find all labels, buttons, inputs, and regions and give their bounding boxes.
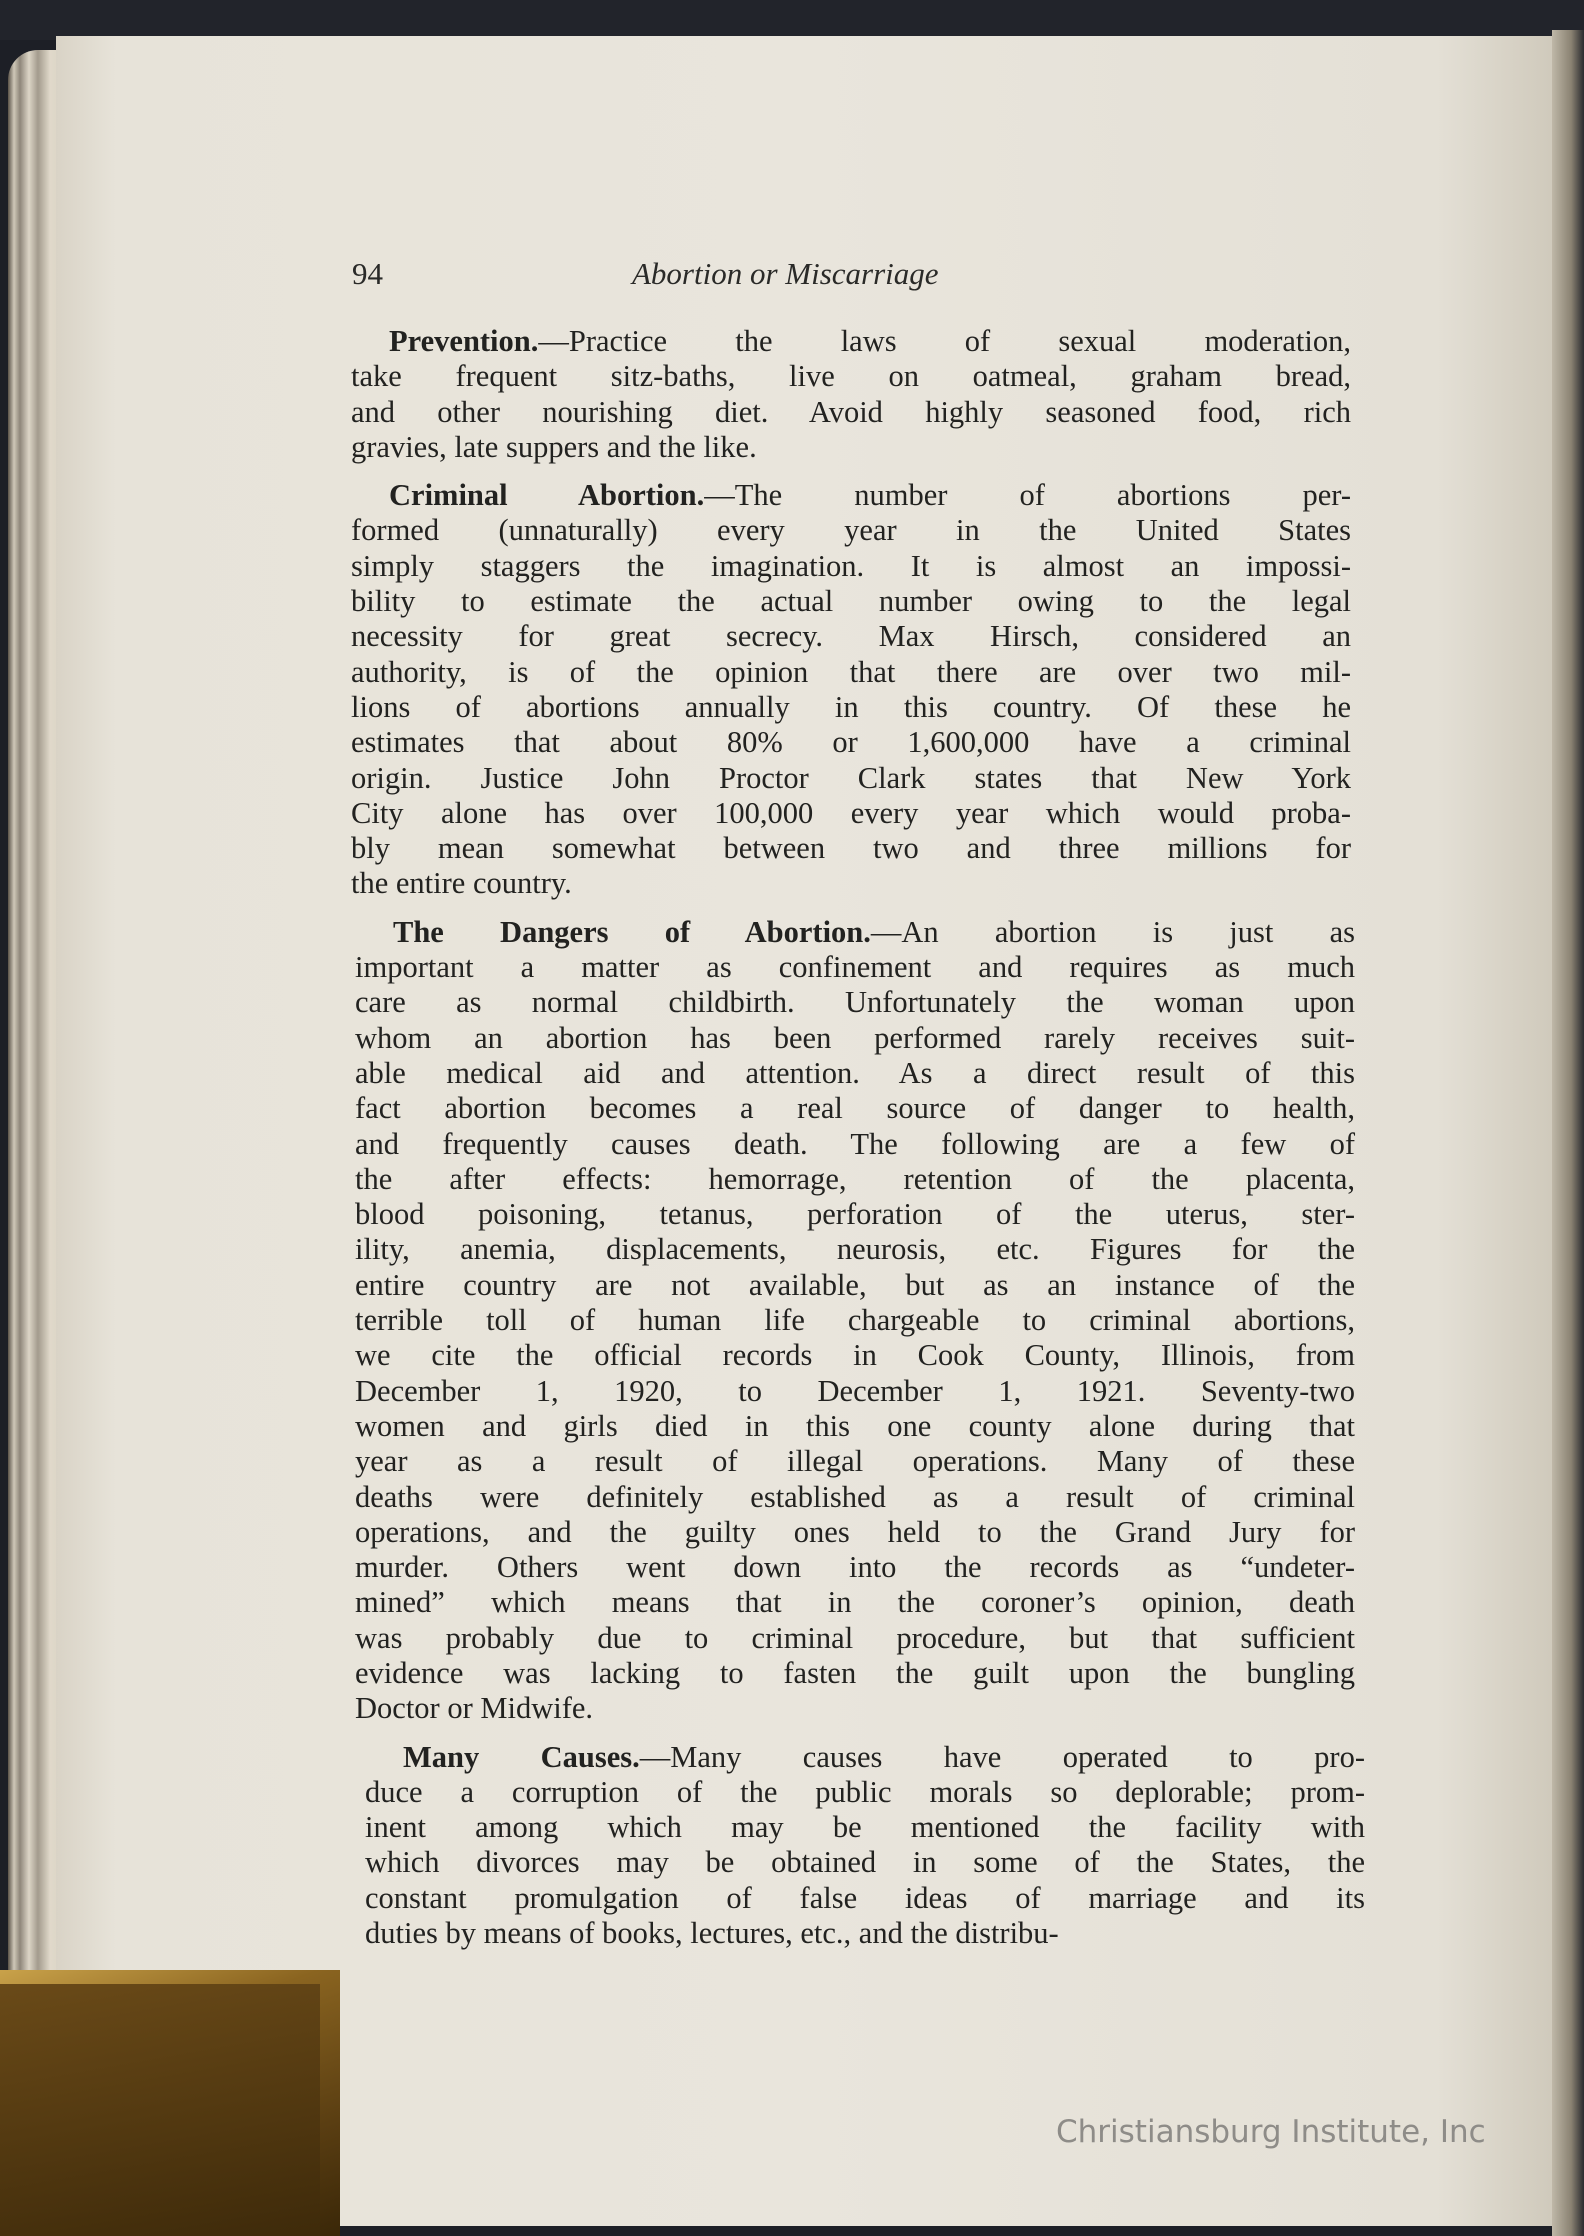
line-text: formed (unnaturally) every year in the United States xyxy=(351,513,1351,548)
text-line xyxy=(351,549,1351,584)
text-line xyxy=(351,430,1351,465)
text-line xyxy=(351,796,1351,831)
line-text: December 1, 1920, to December 1, 1921. Seventy-two xyxy=(355,1373,1355,1408)
line-text: able medical aid and attention. As a direct result of this xyxy=(355,1055,1355,1090)
line-text: bly mean somewhat between two and three millions for xyxy=(351,831,1351,866)
paragraph-heading: Prevention. xyxy=(389,324,539,358)
line-text: year as a result of illegal operations. Many of these xyxy=(355,1444,1355,1479)
text-line xyxy=(355,1374,1355,1409)
text-line xyxy=(355,1515,1355,1550)
text-line xyxy=(355,1444,1355,1479)
line-text: blood poisoning, tetanus, perforation of the uterus, ster- xyxy=(355,1197,1355,1232)
line-text: important a matter as confinement and requires as much xyxy=(355,950,1355,985)
text-line xyxy=(355,915,1355,950)
page-header xyxy=(352,256,1352,296)
line-text: deaths were definitely established as a result of criminal xyxy=(355,1479,1355,1514)
line-text: women and girls died in this one county alone during that xyxy=(355,1408,1355,1443)
text-line xyxy=(351,690,1351,725)
line-text: constant promulgation of false ideas of marriage and its xyxy=(365,1880,1365,1915)
text-line xyxy=(355,1127,1355,1162)
paragraph xyxy=(351,324,1351,465)
text-line xyxy=(355,1621,1355,1656)
text-line xyxy=(365,1881,1365,1916)
text-line xyxy=(355,1162,1355,1197)
line-text: lions of abortions annually in this country. Of these he xyxy=(351,689,1351,724)
text-line xyxy=(351,831,1351,866)
line-text: the after effects: hemorrage, retention of the placenta, xyxy=(355,1161,1355,1196)
text-line xyxy=(355,1409,1355,1444)
page-number: 94 xyxy=(352,256,383,291)
paragraph xyxy=(365,1740,1365,1952)
text-line xyxy=(355,1656,1355,1691)
text-line xyxy=(355,1303,1355,1338)
text-line xyxy=(355,1550,1355,1585)
line-text: and other nourishing diet. Avoid highly seasoned food, rich xyxy=(351,394,1351,429)
text-line xyxy=(355,1585,1355,1620)
text-line xyxy=(365,1845,1365,1880)
paragraph xyxy=(355,915,1355,1727)
text-line xyxy=(365,1775,1365,1810)
text-line xyxy=(351,655,1351,690)
text-line xyxy=(355,985,1355,1020)
line-text: duties by means of books, lectures, etc., and the distribu- xyxy=(365,1916,1059,1951)
line-text: entire country are not available, but as an instance of the xyxy=(355,1267,1355,1302)
paragraph-heading: Criminal Abortion. xyxy=(389,478,705,513)
line-text: bility to estimate the actual number owing to the legal xyxy=(351,584,1351,619)
text-line xyxy=(351,513,1351,548)
line-text: —Practice the laws of sexual moderation, xyxy=(538,324,1351,358)
line-text: terrible toll of human life chargeable to criminal abortions, xyxy=(355,1303,1355,1338)
paragraph xyxy=(351,478,1351,902)
text-line xyxy=(355,1197,1355,1232)
line-text: the entire country. xyxy=(351,866,572,901)
line-text: —The number of abortions per- xyxy=(704,478,1351,513)
text-line xyxy=(351,725,1351,760)
line-text: fact abortion becomes a real source of danger to health, xyxy=(355,1091,1355,1126)
line-text: —An abortion is just as xyxy=(870,914,1355,949)
paragraph-heading: Many Causes. xyxy=(403,1739,640,1774)
text-line xyxy=(355,1056,1355,1091)
text-line xyxy=(355,1232,1355,1267)
text-line xyxy=(355,1480,1355,1515)
text-line xyxy=(355,1091,1355,1126)
text-line xyxy=(351,866,1351,901)
text-line xyxy=(351,584,1351,619)
text-line xyxy=(355,1338,1355,1373)
text-line xyxy=(351,324,1351,359)
line-text: gravies, late suppers and the like. xyxy=(351,429,757,464)
line-text: which divorces may be obtained in some of the States, the xyxy=(365,1845,1365,1880)
page-right-edge xyxy=(1552,30,1584,2236)
line-text: we cite the official records in Cook County, Illinois, from xyxy=(355,1338,1355,1373)
text-line xyxy=(365,1810,1365,1845)
line-text: care as normal childbirth. Unfortunately the woman upon xyxy=(355,985,1355,1020)
line-text: duce a corruption of the public morals so deplorable; prom- xyxy=(365,1774,1365,1809)
line-text: estimates that about 80% or 1,600,000 have a criminal xyxy=(351,725,1351,760)
gold-book-corner xyxy=(0,1970,340,2236)
running-head: Abortion or Miscarriage xyxy=(632,256,939,291)
paragraph-heading: The Dangers of Abortion. xyxy=(393,914,871,949)
line-text: simply staggers the imagination. It is almost an impossi- xyxy=(351,548,1351,583)
line-text: —Many causes have operated to pro- xyxy=(639,1739,1365,1774)
line-text: City alone has over 100,000 every year which would proba- xyxy=(351,795,1351,830)
book-cover-top xyxy=(0,0,1584,40)
text-line xyxy=(351,359,1351,394)
text-line xyxy=(365,1916,1365,1951)
text-line xyxy=(351,395,1351,430)
line-text: and frequently causes death. The following are a few of xyxy=(355,1126,1355,1161)
body-text xyxy=(351,324,1365,1964)
line-text: was probably due to criminal procedure, but that sufficient xyxy=(355,1620,1355,1655)
text-line xyxy=(355,950,1355,985)
watermark: Christiansburg Institute, Inc xyxy=(1056,2114,1486,2150)
line-text: operations, and the guilty ones held to the Grand Jury for xyxy=(355,1514,1355,1549)
text-line xyxy=(351,478,1351,513)
line-text: inent among which may be mentioned the facility with xyxy=(365,1810,1365,1845)
line-text: murder. Others went down into the records as “undeter- xyxy=(355,1550,1355,1585)
line-text: necessity for great secrecy. Max Hirsch, considered an xyxy=(351,619,1351,654)
line-text: whom an abortion has been performed rarely receives suit- xyxy=(355,1020,1355,1055)
line-text: Doctor or Midwife. xyxy=(355,1691,594,1726)
text-line xyxy=(355,1021,1355,1056)
line-text: authority, is of the opinion that there are over two mil- xyxy=(351,654,1351,689)
line-text: ility, anemia, displacements, neurosis, etc. Figures for the xyxy=(355,1232,1355,1267)
text-line xyxy=(351,619,1351,654)
line-text: take frequent sitz-baths, live on oatmeal, graham bread, xyxy=(351,359,1351,394)
line-text: evidence was lacking to fasten the guilt upon the bungling xyxy=(355,1655,1355,1690)
text-line xyxy=(351,761,1351,796)
line-text: origin. Justice John Proctor Clark states that New York xyxy=(351,760,1351,795)
line-text: mined” which means that in the coroner’s opinion, death xyxy=(355,1585,1355,1620)
text-line xyxy=(355,1268,1355,1303)
text-line xyxy=(355,1691,1355,1726)
text-line xyxy=(365,1740,1365,1775)
gold-book-face xyxy=(0,1984,320,2236)
